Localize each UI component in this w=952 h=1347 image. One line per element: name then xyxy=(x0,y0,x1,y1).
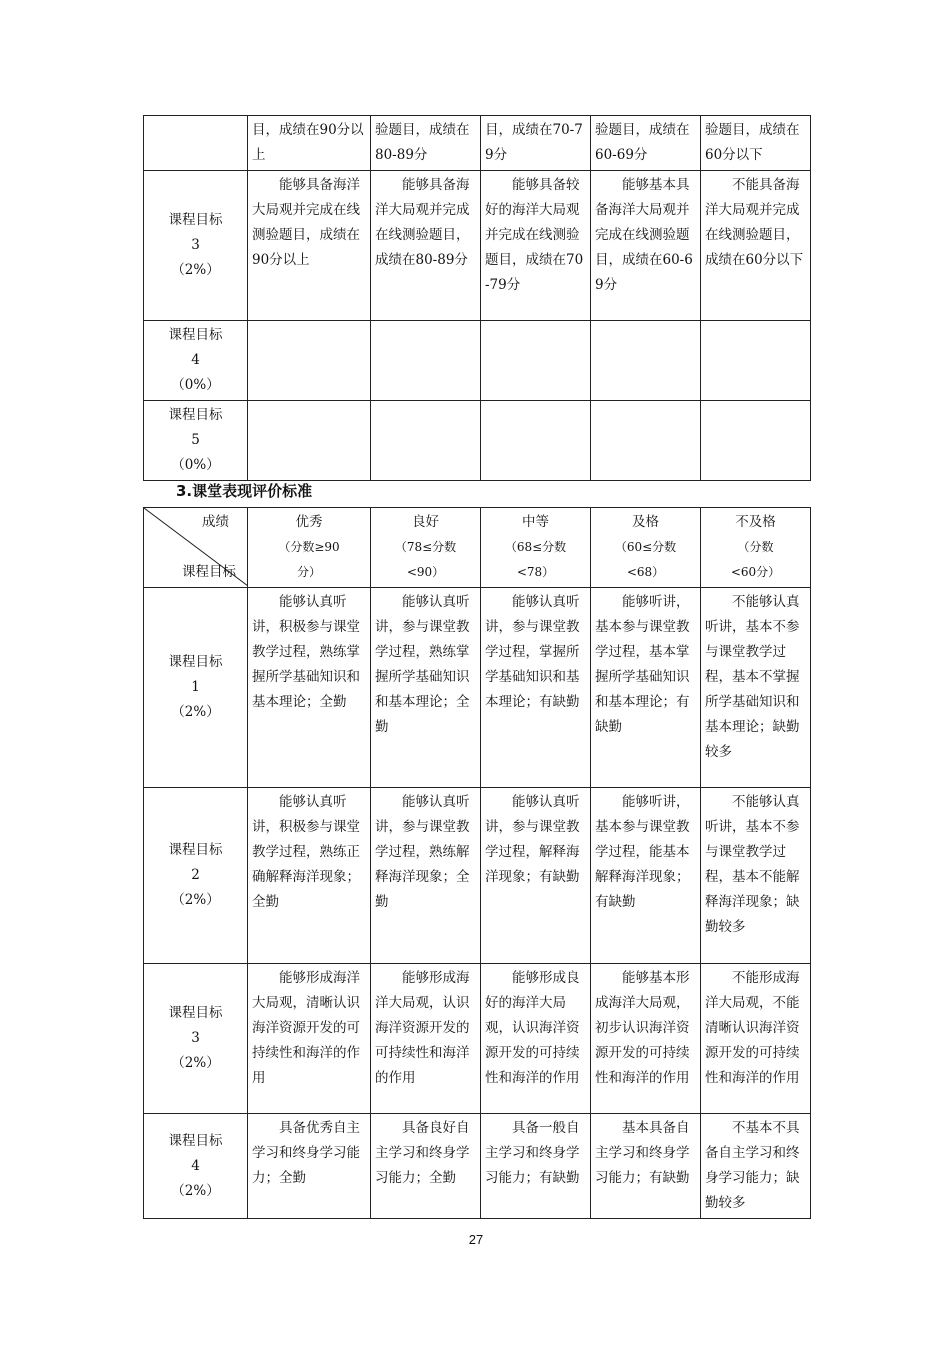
diagonal-header-cell xyxy=(144,508,248,588)
criteria-cell: 能够听讲，基本参与课堂教学过程，能基本解释海洋现象；有缺勤 xyxy=(591,788,701,964)
criteria-cell xyxy=(591,401,701,481)
grade-range-end: <60分） xyxy=(730,565,781,579)
grade-header xyxy=(591,508,701,588)
goal-weight: （2%） xyxy=(171,892,220,908)
goal-weight: （2%） xyxy=(171,1055,220,1071)
table-row xyxy=(144,588,811,788)
goal-number: 3 xyxy=(191,237,200,253)
section-title: 3.课堂表现评价标准 xyxy=(176,482,313,500)
criteria-cell: 目，成绩在90分以上 xyxy=(248,116,371,171)
grade-range-end: 分） xyxy=(296,565,321,579)
criteria-cell: 不能够认真听讲，基本不参与课堂教学过程，基本不能解释海洋现象；缺勤较多 xyxy=(701,788,811,964)
goal-weight: （2%） xyxy=(171,704,220,720)
grade-range: （60≤分数 xyxy=(614,540,677,554)
course-goal-cell xyxy=(144,964,248,1114)
criteria-cell: 能够形成良好的海洋大局观，认识海洋资源开发的可持续性和海洋的作用 xyxy=(481,964,591,1114)
criteria-cell xyxy=(481,321,591,401)
criteria-cell: 具备优秀自主学习和终身学习能力；全勤 xyxy=(248,1114,371,1219)
criteria-cell xyxy=(248,321,371,401)
criteria-cell: 不能具备海洋大局观并完成在线测验题目，成绩在60分以下 xyxy=(701,171,811,321)
criteria-cell xyxy=(701,401,811,481)
page-number: 27 xyxy=(468,1232,484,1247)
classroom-performance-table xyxy=(143,507,811,1219)
goal-number: 2 xyxy=(191,867,200,883)
course-goal-table-continued xyxy=(143,115,811,481)
grade-range: （分数≥90 xyxy=(278,540,340,554)
criteria-cell: 能够认真听讲，参与课堂教学过程，解释海洋现象；有缺勤 xyxy=(481,788,591,964)
table-row xyxy=(144,321,811,401)
table-row xyxy=(144,1114,811,1219)
grade-header xyxy=(248,508,371,588)
criteria-cell: 能够具备较好的海洋大局观并完成在线测验题目，成绩在70-79分 xyxy=(481,171,591,321)
goal-label: 课程目标 xyxy=(168,1132,223,1149)
criteria-cell: 具备良好自主学习和终身学习能力；全勤 xyxy=(371,1114,481,1219)
criteria-cell: 能够形成海洋大局观，清晰认识海洋资源开发的可持续性和海洋的作用 xyxy=(248,964,371,1114)
criteria-cell xyxy=(248,401,371,481)
course-goal-cell xyxy=(144,1114,248,1219)
goal-weight: （0%） xyxy=(171,377,220,393)
goal-number: 3 xyxy=(191,1030,200,1046)
course-goal-cell xyxy=(144,788,248,964)
header-grade-label: 成绩 xyxy=(202,514,229,530)
table-row xyxy=(144,171,811,321)
goal-number: 5 xyxy=(191,432,200,448)
goal-number: 4 xyxy=(191,1157,200,1174)
goal-weight: （2%） xyxy=(171,1182,220,1199)
grade-range: （分数 xyxy=(737,540,774,554)
criteria-cell: 能够听讲，基本参与课堂教学过程，基本掌握所学基础知识和基本理论；有缺勤 xyxy=(591,588,701,788)
criteria-cell: 基本具备自主学习和终身学习能力；有缺勤 xyxy=(591,1114,701,1219)
goal-label: 课程目标 xyxy=(168,654,223,670)
goal-label: 课程目标 xyxy=(168,842,223,858)
criteria-cell: 不能形成海洋大局观，不能清晰认识海洋资源开发的可持续性和海洋的作用 xyxy=(701,964,811,1114)
criteria-cell: 具备一般自主学习和终身学习能力；有缺勤 xyxy=(481,1114,591,1219)
table-header-row xyxy=(144,508,811,588)
criteria-cell: 能够认真听讲，积极参与课堂教学过程，熟练正确解释海洋现象；全勤 xyxy=(248,788,371,964)
course-goal-cell xyxy=(144,401,248,481)
grade-range: （68≤分数 xyxy=(504,540,567,554)
course-goal-cell xyxy=(144,171,248,321)
grade-range-end: <78） xyxy=(516,565,555,579)
table-row xyxy=(144,401,811,481)
grade-name: 优秀 xyxy=(295,514,323,530)
goal-weight: （0%） xyxy=(171,457,220,473)
grade-range: （78≤分数 xyxy=(394,540,457,554)
criteria-cell: 能够形成海洋大局观，认识海洋资源开发的可持续性和海洋的作用 xyxy=(371,964,481,1114)
table-row xyxy=(144,964,811,1114)
criteria-cell: 能够认真听讲，参与课堂教学过程，熟练解释海洋现象；全勤 xyxy=(371,788,481,964)
grade-name: 不及格 xyxy=(735,514,776,530)
criteria-cell: 能够认真听讲，参与课堂教学过程，掌握所学基础知识和基本理论；有缺勤 xyxy=(481,588,591,788)
grade-name: 中等 xyxy=(522,514,549,530)
criteria-cell: 验题目，成绩在60-69分 xyxy=(591,116,701,171)
grade-header xyxy=(371,508,481,588)
criteria-cell xyxy=(371,401,481,481)
criteria-cell: 验题目，成绩在80-89分 xyxy=(371,116,481,171)
table-row xyxy=(144,116,811,171)
table-row xyxy=(144,788,811,964)
criteria-cell xyxy=(481,401,591,481)
criteria-cell: 能够具备海洋大局观并完成在线测验题目，成绩在90分以上 xyxy=(248,171,371,321)
criteria-cell xyxy=(144,116,248,171)
criteria-cell: 能够基本形成海洋大局观，初步认识海洋资源开发的可持续性和海洋的作用 xyxy=(591,964,701,1114)
criteria-cell: 不能够认真听讲，基本不参与课堂教学过程，基本不掌握所学基础知识和基本理论；缺勤较多 xyxy=(701,588,811,788)
grade-name: 及格 xyxy=(632,514,659,530)
grade-header xyxy=(701,508,811,588)
goal-label: 课程目标 xyxy=(168,212,223,228)
goal-label: 课程目标 xyxy=(168,407,223,423)
goal-number: 1 xyxy=(191,679,200,695)
grade-range-end: <90） xyxy=(406,565,445,579)
criteria-cell xyxy=(591,321,701,401)
criteria-cell: 能够具备海洋大局观并完成在线测验题目，成绩在80-89分 xyxy=(371,171,481,321)
course-goal-cell xyxy=(144,588,248,788)
goal-weight: （2%） xyxy=(171,262,220,278)
criteria-cell: 不基本不具备自主学习和终身学习能力；缺勤较多 xyxy=(701,1114,811,1219)
grade-name: 良好 xyxy=(412,514,439,530)
criteria-cell: 验题目，成绩在60分以下 xyxy=(701,116,811,171)
goal-label: 课程目标 xyxy=(168,1005,223,1021)
grade-range-end: <68） xyxy=(626,565,665,579)
criteria-cell: 能够认真听讲，积极参与课堂教学过程，熟练掌握所学基础知识和基本理论；全勤 xyxy=(248,588,371,788)
grade-header xyxy=(481,508,591,588)
goal-number: 4 xyxy=(191,352,200,368)
criteria-cell xyxy=(371,321,481,401)
criteria-cell xyxy=(701,321,811,401)
criteria-cell: 能够认真听讲，参与课堂教学过程，熟练掌握所学基础知识和基本理论；全勤 xyxy=(371,588,481,788)
course-goal-cell xyxy=(144,321,248,401)
header-goal-label: 课程目标 xyxy=(182,564,236,580)
criteria-cell: 目，成绩在70-79分 xyxy=(481,116,591,171)
criteria-cell: 能够基本具备海洋大局观并完成在线测验题目，成绩在60-69分 xyxy=(591,171,701,321)
goal-label: 课程目标 xyxy=(168,327,223,343)
